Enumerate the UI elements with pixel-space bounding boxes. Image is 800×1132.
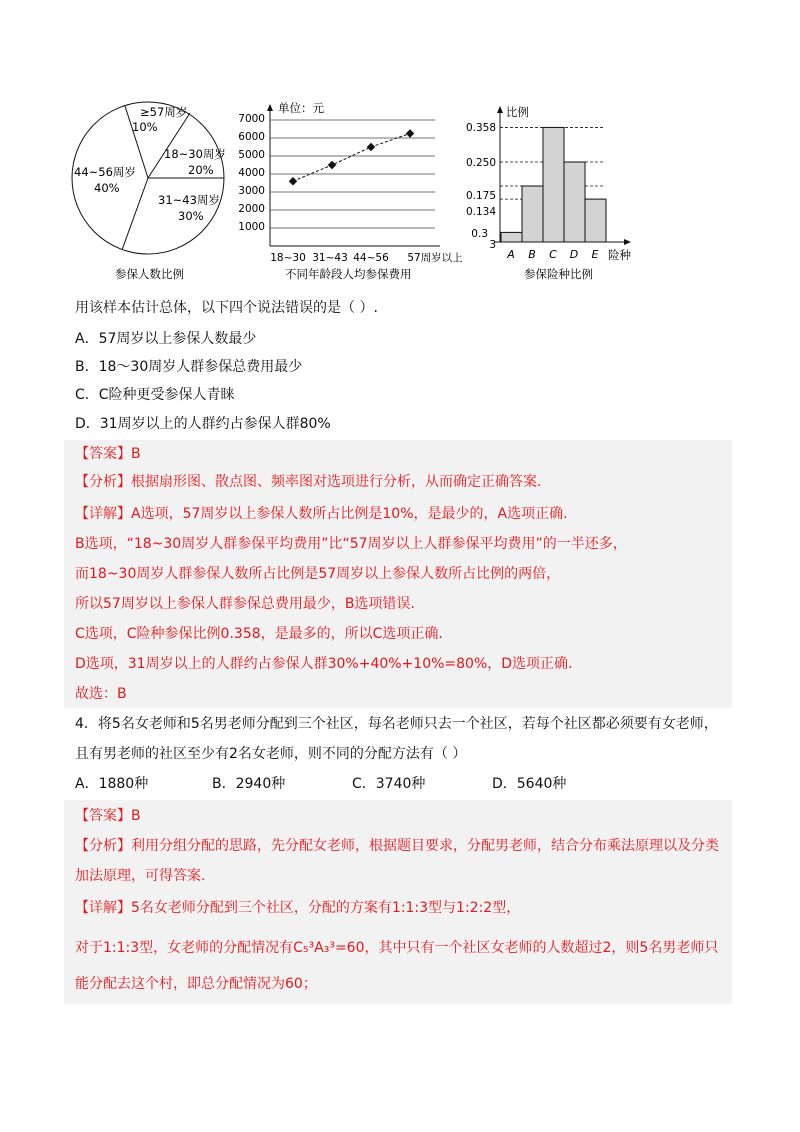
fee-data-point [367,143,375,151]
pie-slice-label: 44~56周岁 [74,165,136,179]
bar-B [522,186,543,242]
q3-detail-tag: 【详解】 [75,506,131,522]
pie-slice-pct: 40% [94,181,120,195]
bar-y-tick: 0.3 [471,228,488,240]
q3-answer: 【答案】B [75,446,141,462]
bar-y-tick-zero: 3 [489,239,496,251]
bar-caption: 参保险种比例 [524,267,593,281]
q4-option-a: A．1880种 [75,776,149,792]
q4-analysis-2: 加法原理，可得答案. [75,868,206,884]
pie-chart [72,102,226,281]
q4-detail-1 [75,898,520,918]
q4-analysis-1 [75,836,719,856]
q4-stem-1: 4．将5名女老师和5名男老师分配到三个社区，每名老师只去一个社区，若每个社区都必须要有女老师， [75,716,718,732]
pie-slice-pct: 20% [188,163,214,177]
q3-detail-4: 所以57周岁以上参保人群参保总费用最少，B选项错误. [75,596,415,612]
q3-detail-2: B选项，“18~30周岁人群参保平均费用”比“57周岁以上人群参保平均费用”的一半还多， [75,536,627,552]
q4-stem-2: 且有男老师的社区至少有2名女老师，则不同的分配方法有（ ） [75,746,467,762]
fee-y-tick: 1000 [238,221,265,233]
bar-C [543,127,564,242]
fee-y-tick: 7000 [238,113,265,125]
q3-option-b: B．18～30周岁人群参保总费用最少 [75,359,303,375]
pie-slice-label: 31~43周岁 [158,193,220,207]
fee-y-tick: 5000 [238,149,265,161]
fee-y-tick: 3000 [238,185,265,197]
q3-analysis-tag: 【分析】 [75,474,131,490]
q3-detail-6: D选项，31周岁以上的人群约占参保人群30%+40%+10%=80%，D选项正确. [75,656,573,672]
q4-option-b: B．2940种 [212,776,286,792]
bar-x-arrow [624,239,631,245]
pie-slice-pct: 30% [178,209,204,223]
insurance-bar-chart [466,105,632,281]
bar-y-tick: 0.175 [465,190,496,202]
q4-option-c: C．3740种 [352,776,426,792]
pie-caption: 参保人数比例 [115,267,184,281]
fee-x-tick: 31~43 [312,252,348,264]
q4-detail-2: 对于1:1:3型，女老师的分配情况有C₅³A₃³=60，其中只有一个社区女老师的人数超过2，则5名男老师只 [75,940,719,956]
fee-unit-label: 单位：元 [278,101,324,115]
fee-data-point [406,129,414,137]
fee-chart [238,101,463,281]
bar-y-axis-label: 比例 [506,105,529,119]
fee-y-tick: 2000 [238,203,265,215]
pie-slice-pct: 10% [132,120,158,134]
q4-detail-3: 能分配去这个村，即总分配情况为60； [75,976,317,992]
q3-stem: 用该样本估计总体，以下四个说法错误的是（ ）. [75,300,378,316]
pie-slice-label: 18~30周岁 [164,147,226,161]
pie-slice-label: ≥57周岁 [140,105,188,119]
fee-y-tick: 4000 [238,167,265,179]
bar-category: C [549,248,557,261]
q3-analysis [75,472,541,492]
q3-choice: 故选：B [75,686,127,702]
q3-detail-3: 而18~30周岁人群参保人数所占比例是57周岁以上参保人数所占比例的两倍， [75,566,561,582]
fee-y-tick-labels [238,113,265,233]
q3-detail-5: C选项，C险种参保比例0.358，是最多的，所以C选项正确. [75,626,443,642]
bar-E [585,199,606,242]
q3-analysis-text: 根据扇形图、散点图、频率图对选项进行分析，从而确定正确答案. [131,474,542,490]
figures-row [60,96,740,292]
q4-answer: 【答案】B [75,808,141,824]
q4-analysis-text: 利用分组分配的思路，先分配女老师，根据题目要求，分配男老师，结合分布乘法原理以及分类 [131,838,719,854]
bar-category: A [507,248,515,261]
q4-detail-text: 5名女老师分配到三个社区，分配的方案有1:1:3型与1:2:2型， [131,900,521,916]
bar-y-tick: 0.250 [465,157,496,169]
pie-divider [122,178,148,250]
fee-y-tick: 6000 [238,131,265,143]
q3-detail-text: A选项，57周岁以上参保人数所占比例是10%，是最少的，A选项正确. [131,506,568,522]
bar-series [501,127,606,242]
bar-x-axis-label: 险种 [608,248,631,262]
bar-y-arrow [497,106,503,113]
fee-y-arrow [267,104,273,111]
bar-y-tick: 0.358 [465,122,496,134]
bar-y-tick: 0.134 [465,206,496,218]
fee-data-point [289,177,297,185]
bar-category: E [591,248,599,261]
bar-category: D [569,248,579,261]
q4-option-d: D．5640种 [492,776,567,792]
fee-data-point [328,161,336,169]
fee-x-tick: 44~56 [353,252,389,264]
q3-option-a: A．57周岁以上参保人数最少 [75,331,257,347]
q3-detail-1 [75,504,568,524]
q3-option-d: D．31周岁以上的人群约占参保人群80% [75,416,331,432]
fee-x-tick: 18~30 [270,252,306,264]
bar-D [564,162,585,242]
q4-detail-tag: 【详解】 [75,900,131,916]
fee-x-tick: 57周岁以上 [407,252,463,264]
bar-category: B [528,248,536,261]
q4-analysis-tag: 【分析】 [75,838,131,854]
bar-A [501,232,522,242]
q3-option-c: C．C险种更受参保人青睐 [75,387,235,403]
fee-caption: 不同年龄段人均参保费用 [285,267,412,281]
